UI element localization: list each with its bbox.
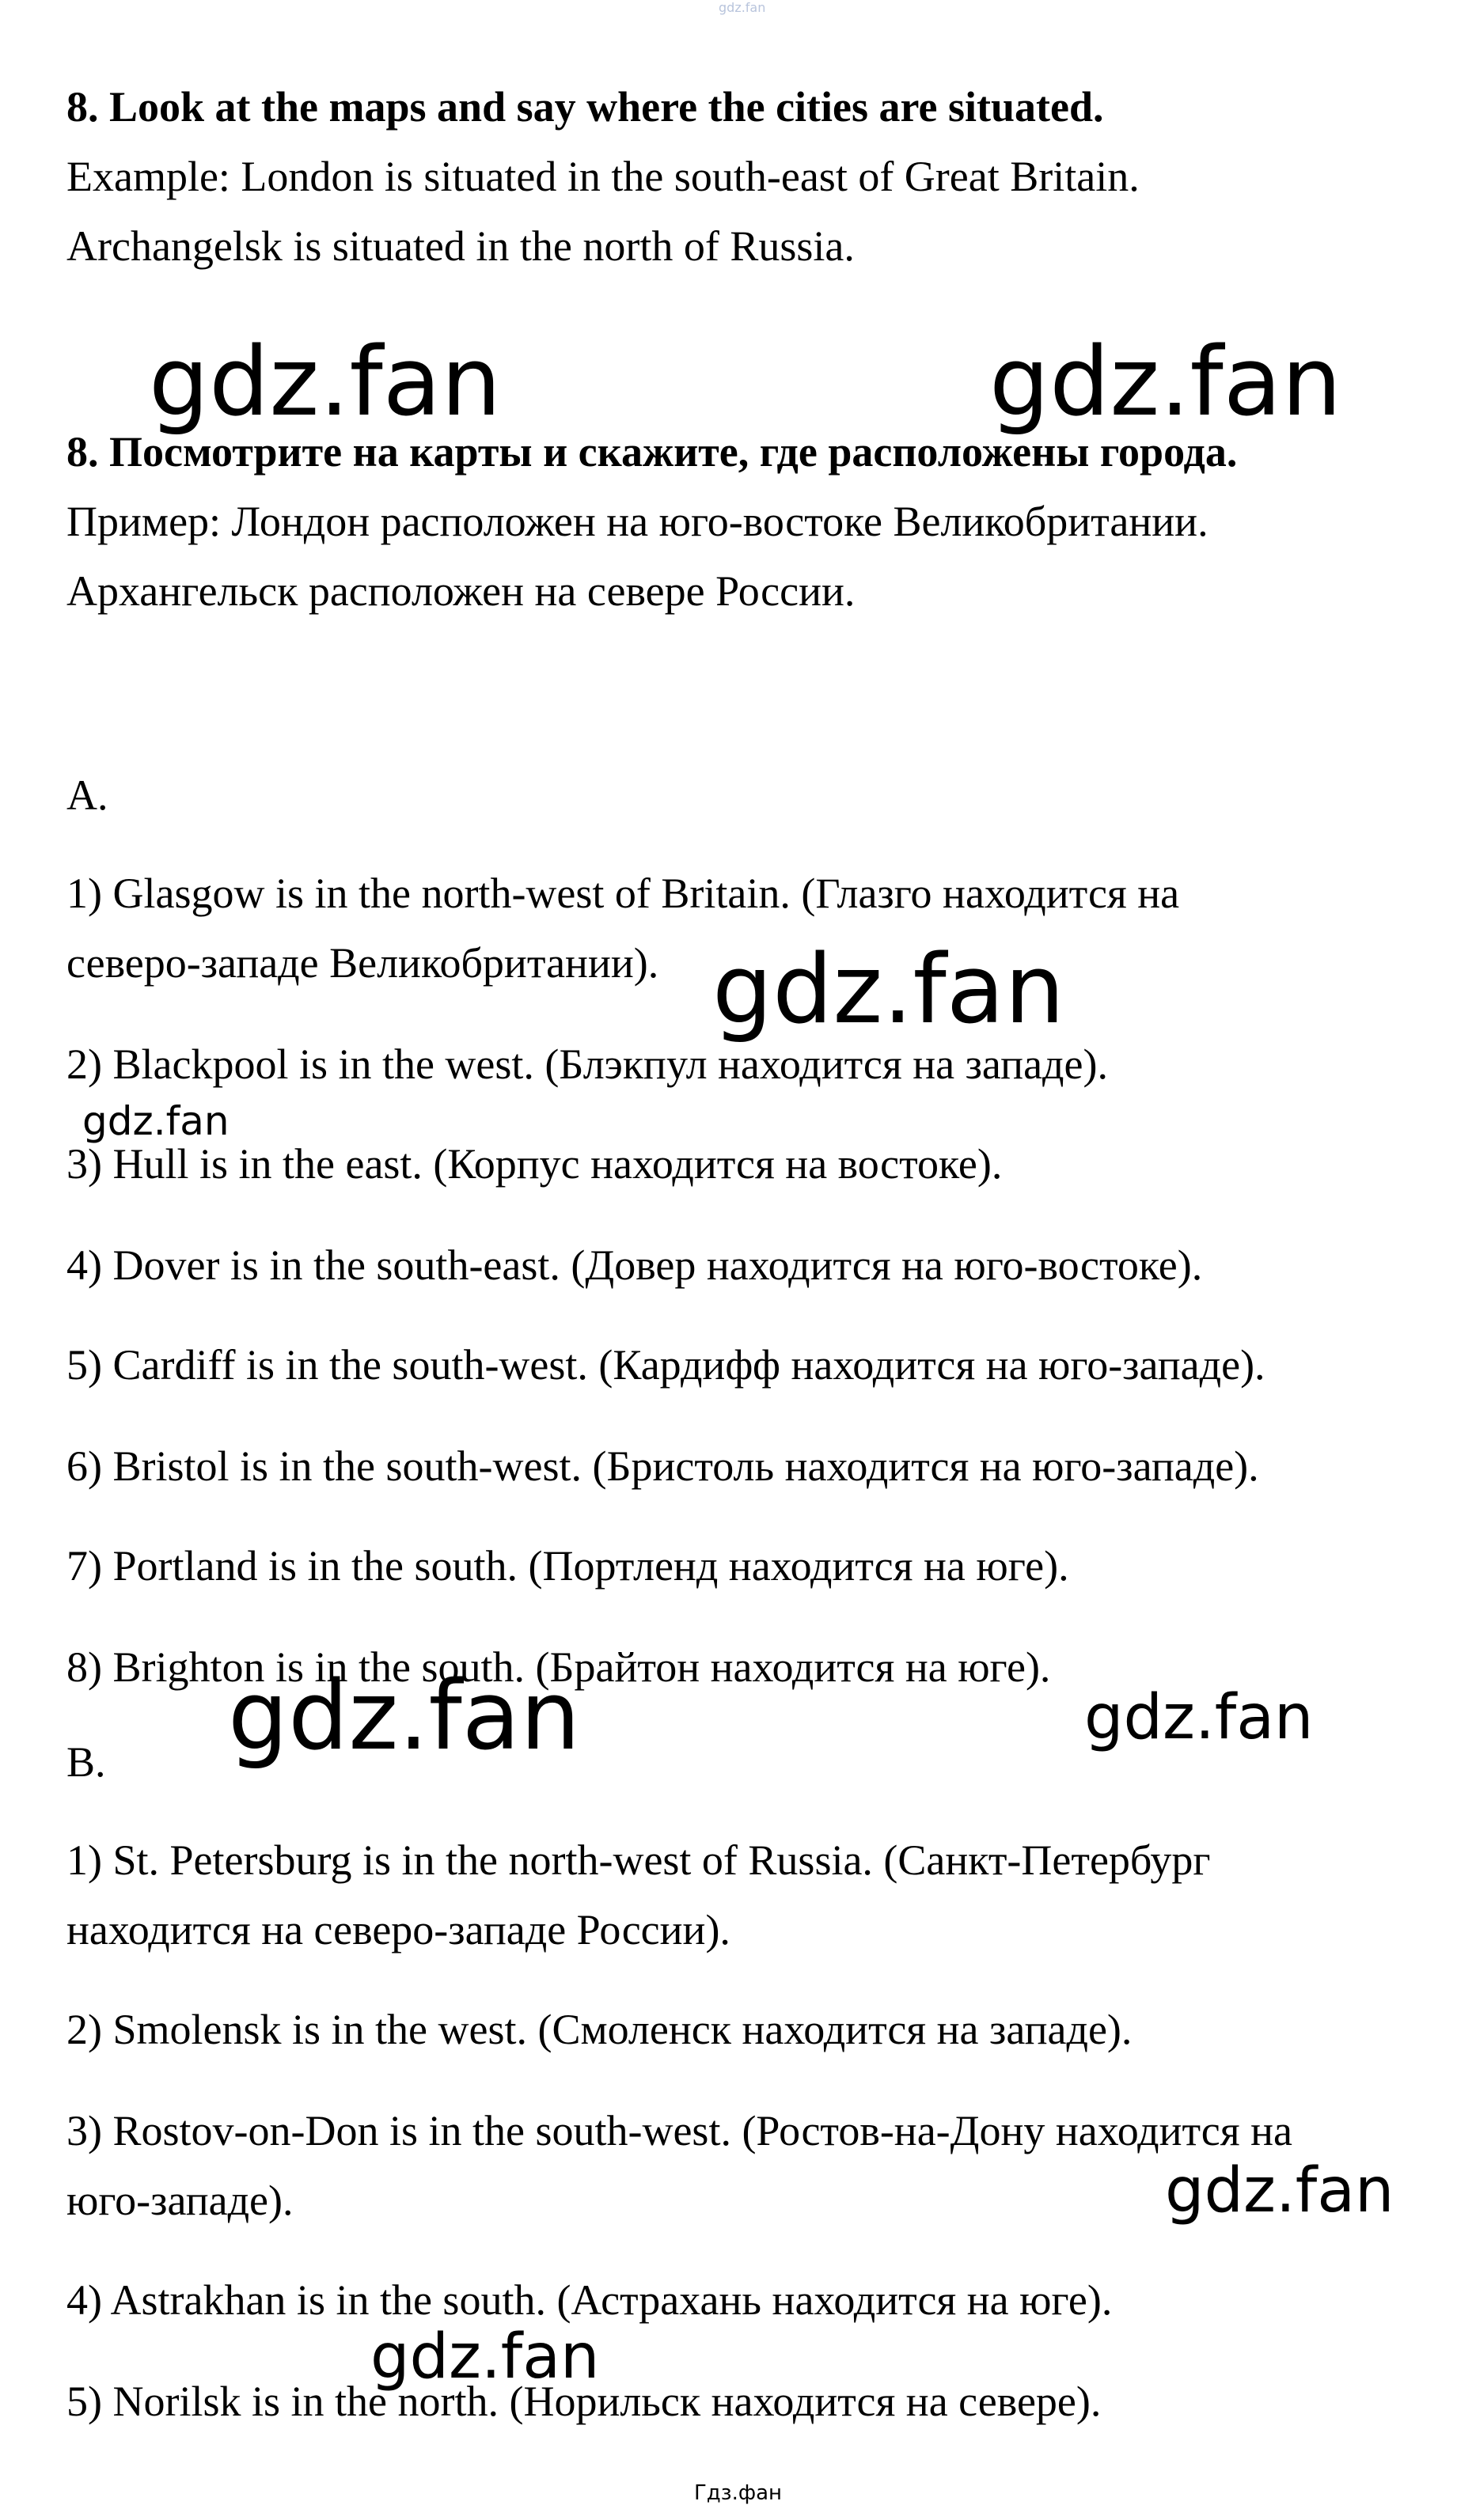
section-a-item-4: 4) Dover is in the south-east. (Довер находится на юго-востоке). [66, 1241, 1203, 1289]
section-b-item-1-line2: находится на северо-западе России). [66, 1906, 730, 1953]
task-example-ru-1: Пример: Лондон расположен на юго-востоке Великобритании. [66, 498, 1208, 545]
section-b-item-1-line1: 1) St. Petersburg is in the north-west of Russia. (Санкт-Петербург [66, 1836, 1211, 1884]
watermark: gdz.fan [1165, 2155, 1394, 2226]
section-b-item-5: 5) Norilsk is in the north. (Норильск находится на севере). [66, 2378, 1102, 2425]
section-b-item-3-line1: 3) Rostov-on-Don is in the south-west. (Ростов-на-Дону находится на [66, 2107, 1292, 2154]
task-example-en-1: Example: London is situated in the south-east of Great Britain. [66, 153, 1140, 200]
watermark: gdz.fan [1084, 1682, 1314, 1753]
watermark: gdz.fan [989, 328, 1342, 438]
section-b-item-2: 2) Smolensk is in the west. (Смоленск находится на западе). [66, 2006, 1133, 2053]
task-heading-en: 8. Look at the maps and say where the cities are situated. [66, 83, 1104, 131]
watermark: gdz.fan [228, 1662, 581, 1772]
task-heading-ru: 8. Посмотрите на карты и скажите, где расположены города. [66, 428, 1238, 476]
section-b-label: B. [66, 1738, 106, 1786]
task-example-en-2: Archangelsk is situated in the north of Russia. [66, 222, 855, 270]
watermark: gdz.fan [370, 2321, 600, 2393]
section-a-item-3: 3) Hull is in the east. (Корпус находится на востоке). [66, 1140, 1003, 1188]
watermark: gdz.fan [149, 328, 502, 438]
section-b-item-4: 4) Astrakhan is in the south. (Астрахань находится на юге). [66, 2276, 1113, 2324]
section-a-item-6: 6) Bristol is in the south-west. (Бристоль находится на юго-западе). [66, 1442, 1259, 1490]
section-a-item-7: 7) Portland is in the south. (Портленд находится на юге). [66, 1542, 1069, 1590]
section-a-item-1-line2: северо-западе Великобритании). [66, 939, 659, 987]
section-a-item-2: 2) Blackpool is in the west. (Блэкпул находится на западе). [66, 1040, 1108, 1088]
section-b-item-3-line2: юго-западе). [66, 2177, 294, 2224]
page-footer: Гдз.фан [693, 2481, 783, 2505]
watermark: gdz.fan [712, 935, 1065, 1045]
section-a-item-5: 5) Cardiff is in the south-west. (Кардифф находится на юго-западе). [66, 1341, 1265, 1389]
section-a-item-8: 8) Brighton is in the south. (Брайтон находится на юге). [66, 1643, 1051, 1691]
top-watermark: gdz.fan [719, 0, 766, 15]
task-example-ru-2: Архангельск расположен на севере России. [66, 567, 856, 615]
section-a-label: A. [66, 771, 108, 819]
section-a-item-1-line1: 1) Glasgow is in the north-west of Britain. (Глазго находится на [66, 870, 1180, 917]
watermark: gdz.fan [82, 1098, 230, 1144]
